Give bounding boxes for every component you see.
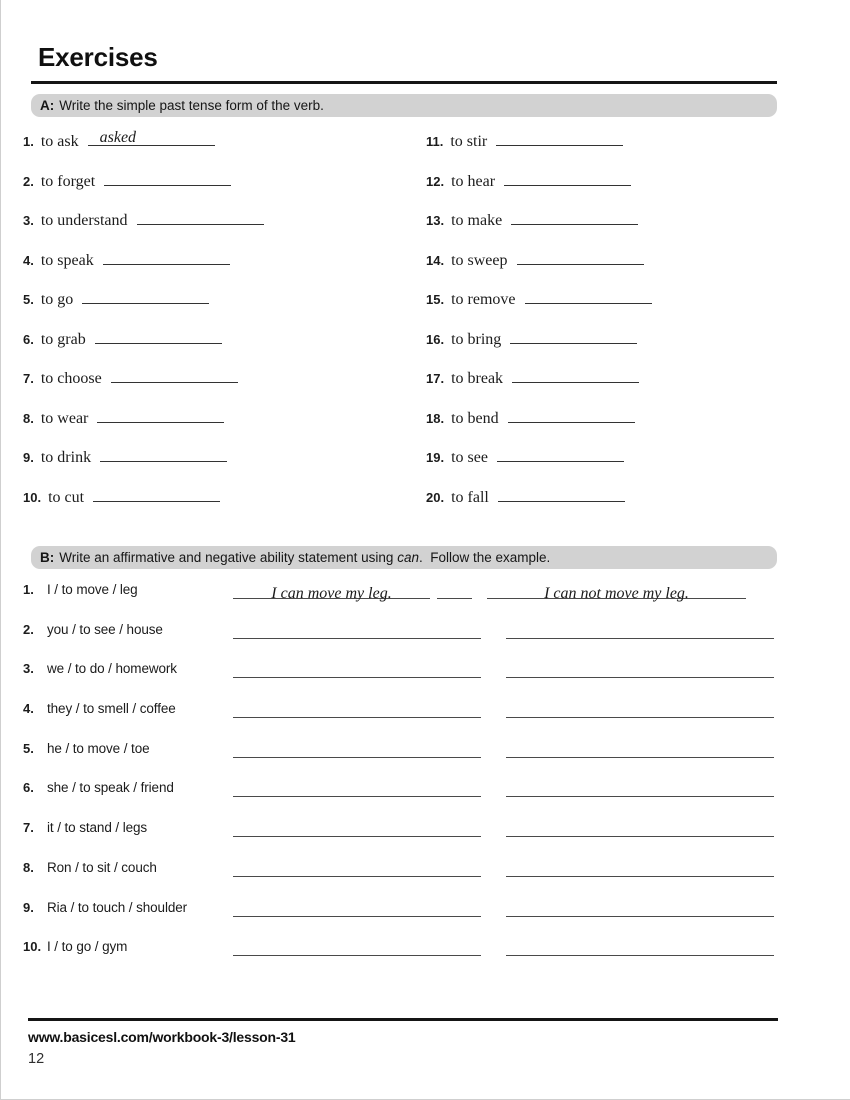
section-a-instruction: Write the simple past tense form of the verb. [59, 98, 324, 113]
verb-infinitive: to bring [451, 330, 502, 348]
past-tense-item [426, 121, 801, 161]
section-b-label: B: [40, 550, 55, 565]
section-b-header [31, 546, 777, 569]
section-b-list [23, 572, 823, 969]
ability-item [23, 770, 823, 810]
past-tense-item [426, 161, 801, 201]
affirmative-blank [233, 717, 481, 718]
item-prompt: I / to move / leg [47, 582, 138, 597]
item-number: 2. [23, 621, 34, 637]
past-tense-item [23, 121, 426, 161]
item-number: 11. [426, 134, 444, 149]
title-rule [31, 81, 777, 84]
verb-infinitive: to speak [40, 251, 94, 269]
footer-url: www.basicesl.com/workbook-3/lesson-31 [28, 1029, 296, 1045]
item-number: 14. [426, 252, 445, 268]
answer-blank [100, 448, 227, 462]
past-tense-item [23, 398, 426, 438]
item-number: 8. [23, 410, 34, 426]
affirmative-blank [233, 916, 481, 917]
affirmative-blank [233, 638, 481, 639]
verb-infinitive: to ask [40, 133, 79, 150]
negative-blank [487, 585, 746, 602]
past-tense-item [23, 358, 426, 398]
negative-blank [506, 638, 774, 639]
section-b-instruction-pre: Write an affirmative and negative ability statement using [59, 550, 398, 565]
item-prompt: you / to see / house [47, 621, 163, 637]
verb-infinitive: to stir [450, 133, 488, 150]
affirmative-blank [233, 955, 481, 956]
short-blank [437, 598, 472, 599]
past-tense-item [426, 200, 801, 240]
footer-rule [28, 1018, 778, 1021]
negative-blank [506, 677, 774, 678]
negative-blank [506, 916, 774, 917]
verb-infinitive: to go [40, 291, 74, 309]
verb-infinitive: to remove [451, 291, 516, 309]
example-affirmative-answer: I can move my leg. [271, 585, 392, 602]
answer-blank [82, 290, 209, 304]
past-tense-item [426, 477, 801, 517]
section-b-instruction-can: can [397, 550, 419, 565]
past-tense-item [23, 279, 426, 319]
past-tense-item [23, 240, 426, 280]
item-number: 5. [23, 740, 34, 756]
past-tense-item [23, 200, 426, 240]
item-prompt: Ron / to sit / couch [47, 859, 157, 875]
item-number: 6. [23, 331, 34, 347]
answer-blank [496, 132, 623, 146]
item-prompt: it / to stand / legs [47, 820, 148, 836]
negative-blank [506, 836, 774, 837]
negative-blank [506, 757, 774, 758]
past-tense-item [23, 319, 426, 359]
answer-blank [510, 330, 637, 344]
page-number: 12 [28, 1051, 45, 1067]
past-tense-item [426, 240, 801, 280]
item-number: 19. [426, 450, 445, 466]
negative-blank [506, 796, 774, 797]
answer-blank [525, 290, 652, 304]
past-tense-item [426, 319, 801, 359]
item-number: 4. [23, 701, 34, 717]
past-tense-item [23, 477, 426, 517]
verb-infinitive: to see [451, 449, 488, 467]
section-b-instruction-post: . Follow the example. [418, 550, 551, 565]
ability-item [23, 691, 823, 731]
ability-item [23, 731, 823, 771]
answer-blank [504, 172, 631, 186]
past-tense-item [426, 398, 801, 438]
item-number: 9. [23, 450, 34, 466]
answer-blank [512, 369, 639, 383]
item-number: 15. [426, 292, 445, 308]
item-number: 1. [23, 582, 34, 597]
item-number: 10. [23, 489, 42, 505]
verb-infinitive: to forget [40, 172, 96, 190]
item-number: 3. [23, 213, 34, 229]
handwritten-answer: asked [99, 129, 137, 146]
verb-infinitive: to drink [40, 449, 92, 467]
section-a-list [23, 121, 801, 516]
verb-infinitive: to understand [40, 212, 128, 230]
answer-blank [104, 172, 231, 186]
ability-item [23, 612, 823, 652]
affirmative-blank [233, 836, 481, 837]
item-number: 5. [23, 292, 34, 308]
item-prompt: I / to go / gym [47, 939, 128, 955]
item-prompt: she / to speak / friend [47, 780, 174, 796]
section-a-label: A: [40, 98, 55, 113]
affirmative-blank [233, 876, 481, 877]
item-number: 7. [23, 371, 34, 387]
item-prompt: they / to smell / coffee [47, 701, 176, 717]
past-tense-item [426, 358, 801, 398]
verb-infinitive: to make [451, 212, 503, 230]
item-number: 20. [426, 489, 445, 505]
item-number: 6. [23, 780, 34, 796]
negative-blank [506, 717, 774, 718]
item-number: 9. [23, 899, 34, 915]
affirmative-blank [233, 757, 481, 758]
section-a-header [31, 94, 777, 117]
verb-infinitive: to wear [40, 409, 89, 427]
item-number: 7. [23, 820, 34, 836]
verb-infinitive: to fall [451, 488, 489, 506]
past-tense-item [426, 437, 801, 477]
item-number: 4. [23, 252, 34, 268]
example-negative-answer: I can not move my leg. [544, 585, 689, 602]
ability-item [23, 810, 823, 850]
ability-item [23, 890, 823, 930]
past-tense-item [23, 161, 426, 201]
answer-blank [103, 251, 230, 265]
answer-blank [93, 488, 220, 502]
verb-infinitive: to cut [48, 488, 85, 506]
item-number: 16. [426, 331, 445, 347]
negative-blank [506, 876, 774, 877]
past-tense-item [23, 437, 426, 477]
item-number: 3. [23, 661, 34, 677]
item-number: 17. [426, 371, 445, 387]
item-number: 12. [426, 173, 445, 189]
answer-blank [88, 129, 215, 146]
item-prompt: we / to do / homework [47, 661, 177, 677]
ability-item [23, 651, 823, 691]
negative-blank [506, 955, 774, 956]
verb-infinitive: to bend [451, 409, 499, 427]
item-prompt: Ria / to touch / shoulder [47, 899, 188, 915]
answer-blank [508, 409, 635, 423]
affirmative-blank [233, 677, 481, 678]
ability-item [23, 929, 823, 969]
item-number: 2. [23, 173, 34, 189]
answer-blank [511, 211, 638, 225]
answer-blank [517, 251, 644, 265]
item-number: 8. [23, 859, 34, 875]
item-prompt: he / to move / toe [47, 740, 150, 756]
answer-blank [111, 369, 238, 383]
answer-blank [97, 409, 224, 423]
affirmative-blank [233, 585, 430, 602]
item-number: 1. [23, 134, 34, 149]
answer-blank [95, 330, 222, 344]
item-number: 18. [426, 410, 445, 426]
item-number: 13. [426, 213, 445, 229]
ability-item-example [23, 572, 823, 612]
affirmative-blank [233, 796, 481, 797]
verb-infinitive: to break [451, 370, 504, 388]
verb-infinitive: to hear [451, 172, 496, 190]
verb-infinitive: to grab [40, 330, 86, 348]
verb-infinitive: to choose [40, 370, 102, 388]
page-title: Exercises [38, 42, 158, 72]
item-number: 10. [23, 939, 42, 955]
answer-blank [498, 488, 625, 502]
ability-item [23, 850, 823, 890]
answer-blank [137, 211, 264, 225]
verb-infinitive: to sweep [451, 251, 508, 269]
past-tense-item [426, 279, 801, 319]
answer-blank [497, 448, 624, 462]
